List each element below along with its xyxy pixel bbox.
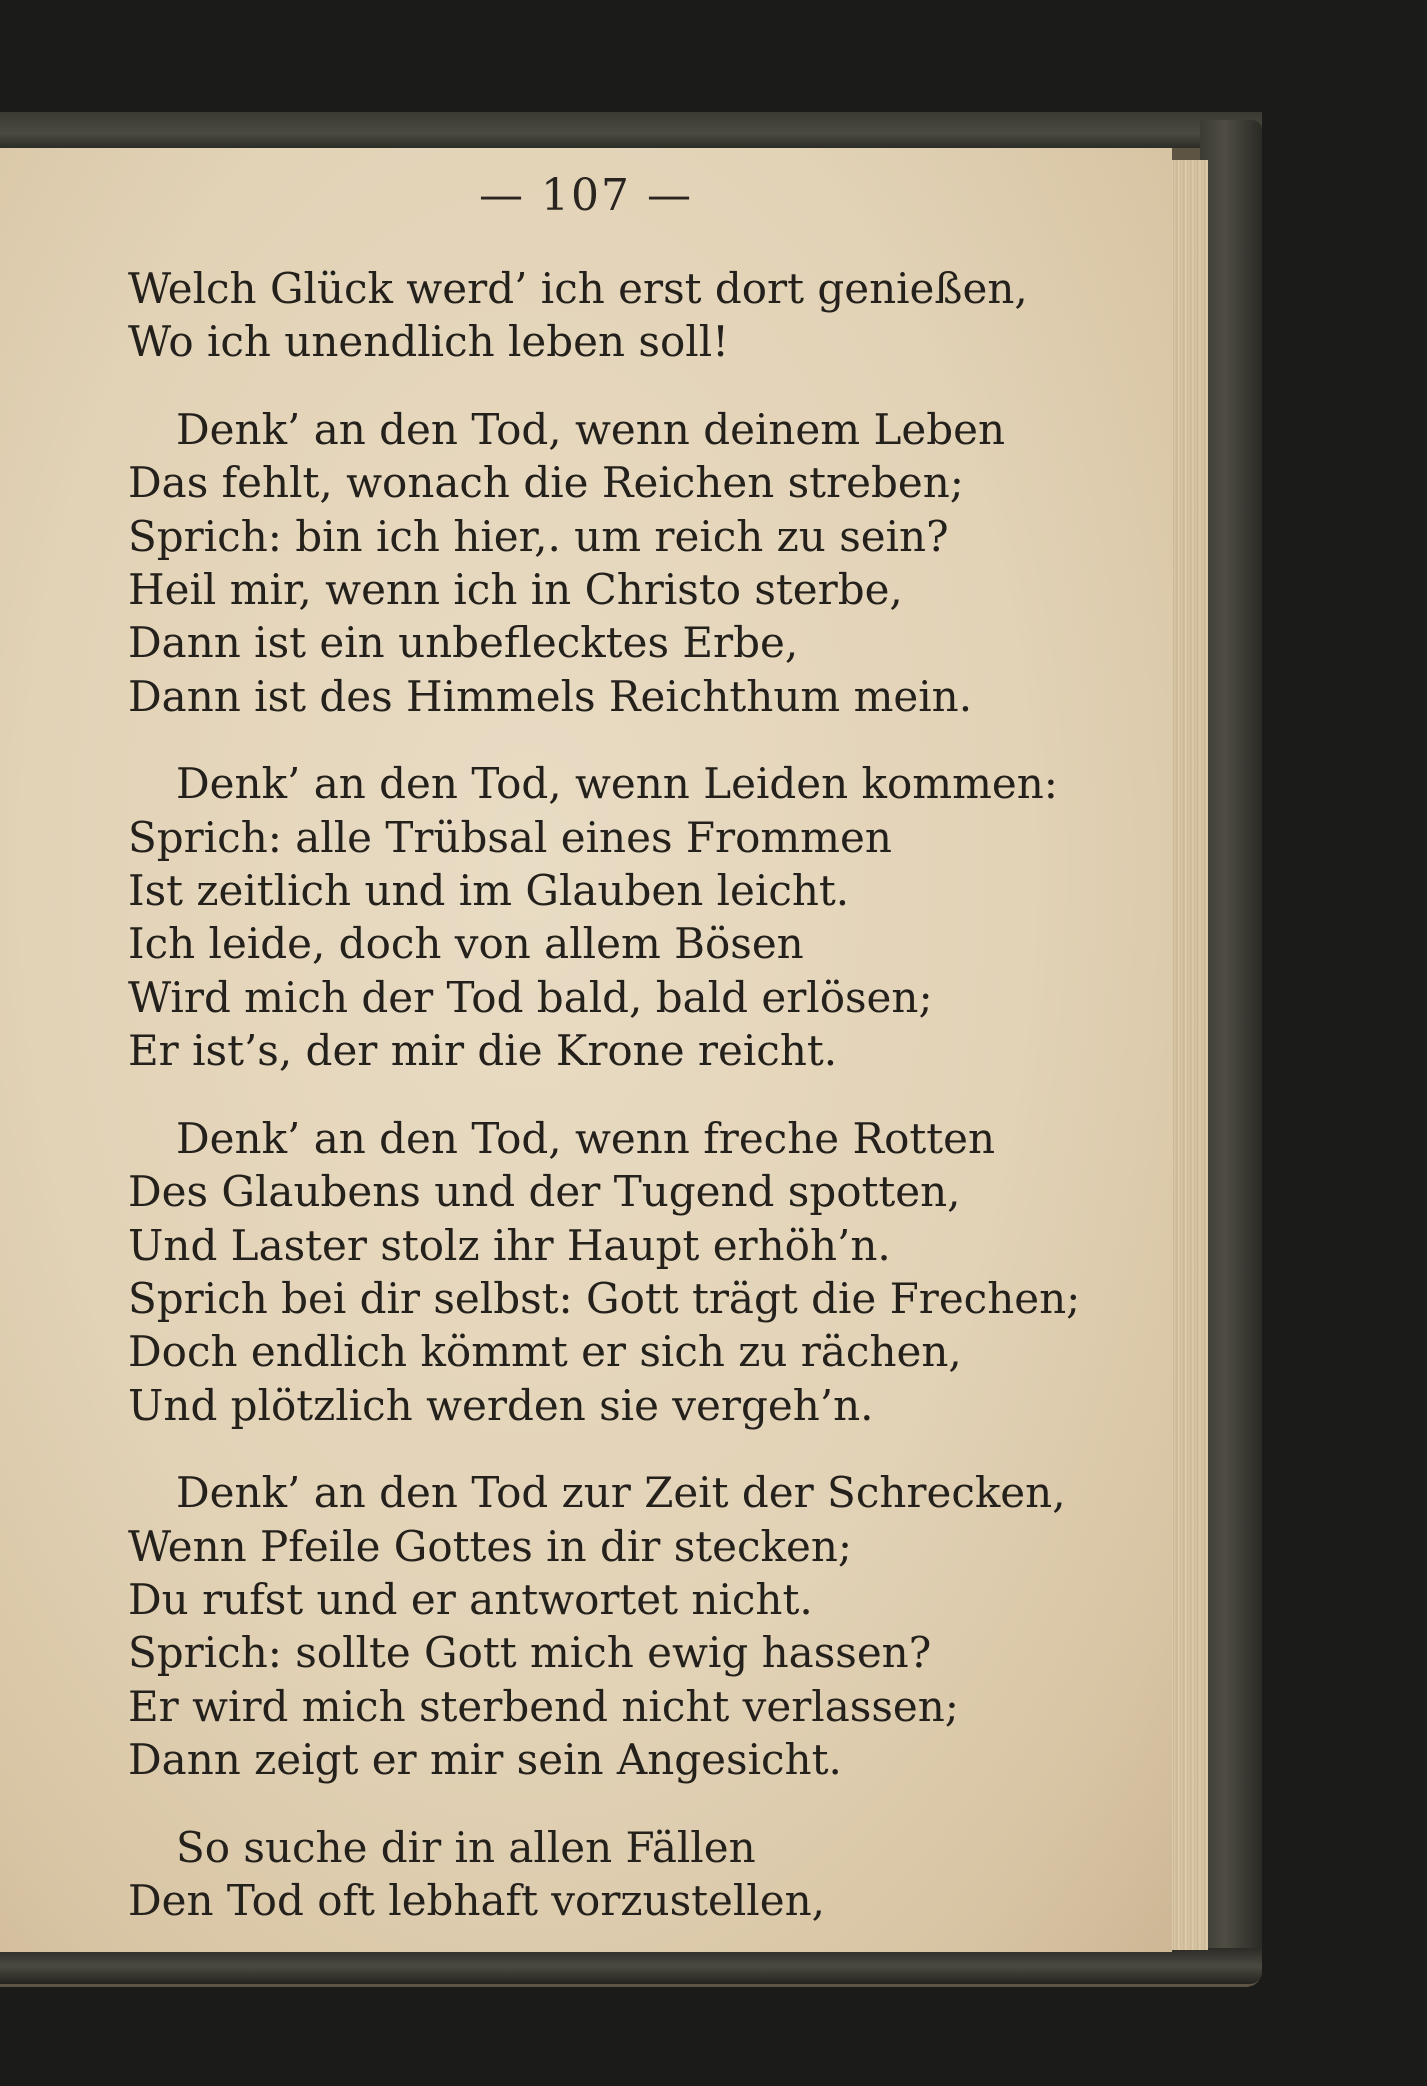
poem-line: Denk’ an den Tod, wenn Leiden kommen:: [176, 759, 1058, 809]
stanza: [128, 1112, 1138, 1432]
poem-line: Sprich: bin ich hier,. um reich zu sein?: [128, 511, 949, 561]
poem-line: Du rufst und er antwortet nicht.: [128, 1574, 813, 1624]
poem-line: Wo ich unendlich leben soll!: [128, 317, 730, 367]
poem-line: Und Laster stolz ihr Haupt erhöh’n.: [128, 1220, 891, 1270]
poem-line: Ich leide, doch von allem Bösen: [128, 919, 804, 969]
poem-line: Wird mich der Tod bald, bald erlösen;: [128, 972, 933, 1022]
poem-line: Sprich: sollte Gott mich ewig hassen?: [128, 1628, 932, 1678]
poem-line: So suche dir in allen Fällen: [176, 1822, 756, 1872]
poem-line: Und plötzlich werden sie vergeh’n.: [128, 1380, 874, 1430]
stanza: [128, 1466, 1138, 1786]
poem-line: Welch Glück werd’ ich erst dort genießen,: [128, 264, 1028, 313]
poem-line: Sprich bei dir selbst: Gott trägt die Frechen;: [128, 1273, 1081, 1323]
poem-line: Sprich: alle Trübsal eines Frommen: [128, 812, 892, 862]
poem-line: Den Tod oft lebhaft vorzustellen,: [128, 1875, 825, 1925]
poem-line: Dann ist ein unbeflecktes Erbe,: [128, 618, 799, 668]
poem-line: Denk’ an den Tod zur Zeit der Schrecken,: [176, 1468, 1066, 1518]
stanza: [128, 403, 1138, 723]
poem-line: Dann zeigt er mir sein Angesicht.: [128, 1735, 842, 1785]
poem-line: Des Glaubens und der Tugend spotten,: [128, 1167, 961, 1217]
stanza: [128, 1821, 1138, 1928]
stanza: [128, 262, 1138, 369]
poem-text: [128, 262, 1138, 1961]
poem-line: Wenn Pfeile Gottes in dir stecken;: [128, 1521, 853, 1571]
poem-line: Ist zeitlich und im Glauben leicht.: [128, 866, 850, 916]
stanza: [128, 757, 1138, 1077]
cover-edge-top: [0, 112, 1262, 148]
poem-line: Denk’ an den Tod, wenn deinem Leben: [176, 404, 1005, 454]
page-number: — 107 —: [479, 170, 693, 221]
poem-line: Heil mir, wenn ich in Christo sterbe,: [128, 565, 903, 615]
poem-line: Denk’ an den Tod, wenn freche Rotten: [176, 1113, 996, 1163]
cover-edge-right: [1200, 120, 1262, 1980]
poem-line: Das fehlt, wonach die Reichen streben;: [128, 458, 964, 508]
poem-line: Dann ist des Himmels Reichthum mein.: [128, 671, 973, 721]
poem-line: Er ist’s, der mir die Krone reicht.: [128, 1026, 838, 1076]
poem-line: Er wird mich sterbend nicht verlassen;: [128, 1681, 959, 1731]
poem-line: Doch endlich kömmt er sich zu rächen,: [128, 1327, 962, 1377]
